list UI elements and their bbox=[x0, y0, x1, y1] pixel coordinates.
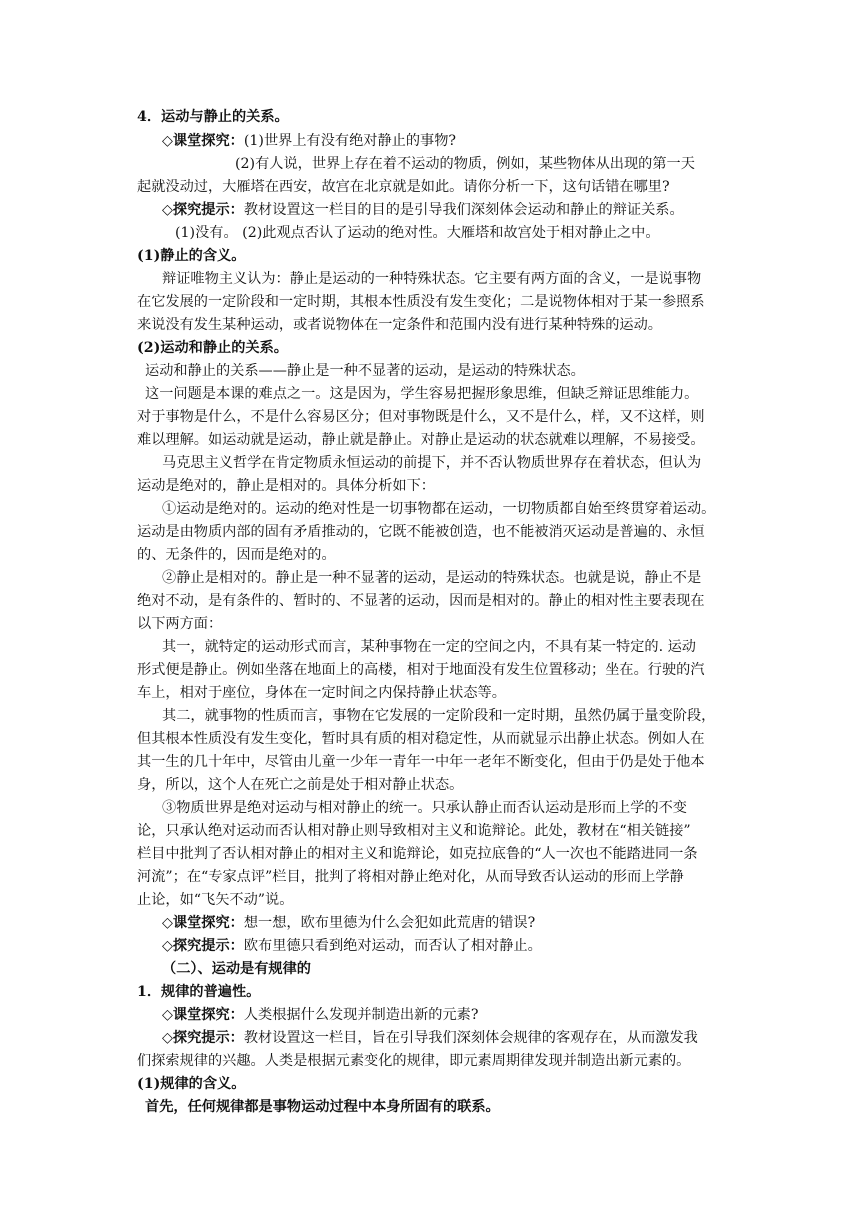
inquiry-hint-1: ◇探究提示：教材设置这一栏目的目的是引导我们深刻体会运动和静止的辩证关系。 bbox=[162, 202, 684, 218]
section-heading-2: （二）、运动是有规律的 bbox=[162, 961, 311, 977]
paragraph-line: 形式便是静止。例如坐落在地面上的高楼，相对于地面没有发生位置移动；坐在。行驶的汽 bbox=[137, 662, 705, 678]
paragraph-line: 难以理解。如运动就是运动，静止就是静止。对静止是运动的状态就难以理解，不易接受。 bbox=[137, 432, 705, 448]
paragraph-line: 们探索规律的兴趣。人类是根据元素变化的规律，即元素周期律发现并制造出新元素的。 bbox=[137, 1053, 691, 1069]
heading-4: 4．运动与静止的关系。 bbox=[137, 109, 289, 125]
class-inquiry-1: ◇课堂探究：(1)世界上有没有绝对静止的事物? bbox=[162, 133, 457, 149]
paragraph-line: 起就没动过，大雁塔在西安，故宫在北京就是如此。请你分析一下，这句话错在哪里? bbox=[137, 179, 670, 195]
paragraph-line: 栏目中批判了否认相对静止的相对主义和诡辩论，如克拉底鲁的“人一次也不能踏进同一条 bbox=[137, 846, 698, 862]
paragraph-line: 运动是由物质内部的固有矛盾推动的，它既不能被创造，也不能被消灭运动是普遍的、永恒 bbox=[137, 524, 705, 540]
inquiry-hint-2: ◇探究提示：欧布里德只看到绝对运动，而否认了相对静止。 bbox=[162, 938, 542, 954]
paragraph-line: 其一，就特定的运动形式而言，某种事物在一定的空间之内，不具有某一特定的. 运动 bbox=[162, 639, 696, 655]
paragraph-line: 马克思主义哲学在肯定物质永恒运动的前提下，并不否认物质世界存在着状态，但认为 bbox=[162, 455, 702, 471]
paragraph-line: 首先，任何规律都是事物运动过程中本身所固有的联系。 bbox=[145, 1099, 500, 1115]
paragraph-line: (2)有人说，世界上存在着不运动的物质，例如，某些物体从出现的第一天 bbox=[235, 156, 695, 172]
paragraph-line: 的、无条件的，因而是绝对的。 bbox=[137, 547, 336, 563]
subheading-motion-static-relation: (2)运动和静止的关系。 bbox=[137, 340, 288, 356]
paragraph-line: 运动是绝对的，静止是相对的。具体分析如下： bbox=[137, 478, 435, 494]
paragraph-line: 车上，相对于座位，身体在一定时间之内保持静止状态等。 bbox=[137, 685, 506, 701]
class-inquiry-2: ◇课堂探究：想一想，欧布里德为什么会犯如此荒唐的错误? bbox=[162, 915, 536, 931]
paragraph-line: ①运动是绝对的。运动的绝对性是一切事物都在运动，一切物质都自始至终贯穿着运动。 bbox=[162, 501, 716, 517]
paragraph-line: 以下两方面： bbox=[137, 616, 223, 632]
paragraph-line: 辩证唯物主义认为：静止是运动的一种特殊状态。它主要有两方面的含义，一是说事物 bbox=[162, 271, 702, 287]
inquiry-hint-3: ◇探究提示：教材设置这一栏目，旨在引导我们深刻体会规律的客观存在，从而激发我 bbox=[162, 1030, 698, 1046]
paragraph-line: ②静止是相对的。静止是一种不显著的运动，是运动的特殊状态。也就是说，静止不是 bbox=[162, 570, 702, 586]
heading-1: 1．规律的普遍性。 bbox=[137, 984, 261, 1000]
subheading-static-meaning: (1)静止的含义。 bbox=[137, 248, 246, 264]
paragraph-line: 论，只承认绝对运动而否认相对静止则导致相对主义和诡辩论。此处，教材在“相关链接” bbox=[137, 823, 691, 839]
paragraph-line: 身，所以，这个人在死亡之前是处于相对静止状态。 bbox=[137, 777, 464, 793]
paragraph-line: 运动和静止的关系——静止是一种不显著的运动，是运动的特殊状态。 bbox=[145, 363, 585, 379]
paragraph-line: 止论，如“飞矢不动”说。 bbox=[137, 892, 294, 908]
paragraph-line: 其二，就事物的性质而言，事物在它发展的一定阶段和一定时期，虽然仍属于量变阶段， bbox=[162, 708, 716, 724]
paragraph-line: (1)没有。 (2)此观点否认了运动的绝对性。大雁塔和故宫处于相对静止之中。 bbox=[175, 225, 660, 241]
paragraph-line: 河流”；在“专家点评”栏目，批判了将相对静止绝对化，从而导致否认运动的形而上学静 bbox=[137, 869, 684, 885]
paragraph-line: 对于事物是什么，不是什么容易区分；但对事物既是什么，又不是什么，样，又不这样，则 bbox=[137, 409, 705, 425]
paragraph-line: 其一生的几十年中，尽管由儿童一少年一青年一中年一老年不断变化，但由于仍是处于他本 bbox=[137, 754, 705, 770]
paragraph-line: 来说没有发生某种运动，或者说物体在一定条件和范围内没有进行某种特殊的运动。 bbox=[137, 317, 662, 333]
paragraph-line: 这一问题是本课的难点之一。这是因为，学生容易把握形象思维，但缺乏辩证思维能力。 bbox=[145, 386, 699, 402]
paragraph-line: 在它发展的一定阶段和一定时期，其根本性质没有发生变化；二是说物体相对于某一参照系 bbox=[137, 294, 705, 310]
class-inquiry-3: ◇课堂探究：人类根据什么发现并制造出新的元素? bbox=[162, 1007, 479, 1023]
subheading-law-meaning: (1)规律的含义。 bbox=[137, 1076, 246, 1092]
paragraph-line: 但其根本性质没有发生变化，暂时具有质的相对稳定性，从而就显示出静止状态。例如人在 bbox=[137, 731, 705, 747]
paragraph-line: ③物质世界是绝对运动与相对静止的统一。只承认静止而否认运动是形而上学的不变 bbox=[162, 800, 687, 816]
paragraph-line: 绝对不动，是有条件的、暂时的、不显著的运动，因而是相对的。静止的相对性主要表现在 bbox=[137, 593, 705, 609]
